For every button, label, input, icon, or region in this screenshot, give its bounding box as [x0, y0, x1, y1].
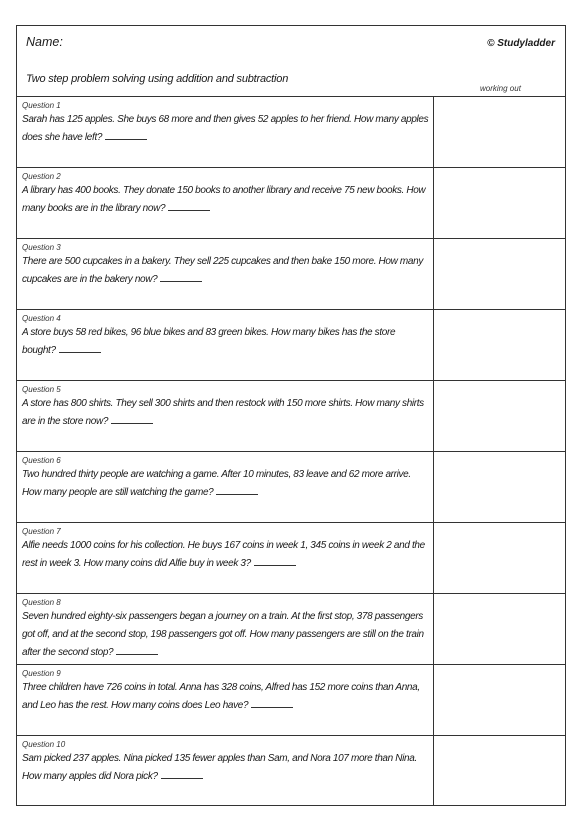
question-cell [17, 736, 434, 806]
working-out-cell[interactable] [434, 97, 565, 167]
question-cell [17, 97, 434, 167]
working-out-cell[interactable] [434, 452, 565, 522]
question-text: Alfie needs 1000 coins for his collection. He buys 167 coins in week 1, 345 coins in week 2 and the rest in week 3. How many coins did Alfie buy in week 3? [22, 540, 425, 569]
question-cell [17, 594, 434, 664]
question-text: Two hundred thirty people are watching a game. After 10 minutes, 83 leave and 62 more arrive. How many people are still watching the game? [22, 469, 411, 498]
answer-blank[interactable] [254, 556, 296, 566]
worksheet-subtitle: Two step problem solving using addition and subtraction [26, 73, 289, 85]
answer-blank[interactable] [105, 130, 147, 140]
answer-blank[interactable] [216, 485, 258, 495]
question-text: A store has 800 shirts. They sell 300 shirts and then restock with 150 more shirts. How many shirts are in the store now? [22, 398, 424, 427]
question-row [17, 594, 565, 665]
working-out-cell[interactable] [434, 736, 565, 806]
question-cell [17, 665, 434, 735]
question-cell [17, 310, 434, 380]
question-label: Question 2 [22, 172, 61, 181]
answer-blank[interactable] [59, 343, 101, 353]
question-row [17, 239, 565, 310]
question-label: Question 3 [22, 243, 61, 252]
question-label: Question 1 [22, 101, 61, 110]
working-out-cell[interactable] [434, 523, 565, 593]
question-text: There are 500 cupcakes in a bakery. They sell 225 cupcakes and then bake 150 more. How many cupcakes are in the bakery now? [22, 256, 423, 285]
question-text: Sam picked 237 apples. Nina picked 135 fewer apples than Sam, and Nora 107 more than Nina. How many apples did Nora pick? [22, 753, 417, 782]
brand-copyright: © Studyladder [487, 38, 555, 49]
answer-blank[interactable] [251, 698, 293, 708]
question-label: Question 8 [22, 598, 61, 607]
question-label: Question 4 [22, 314, 61, 323]
working-out-cell[interactable] [434, 665, 565, 735]
working-out-label: working out [480, 84, 521, 93]
question-row [17, 168, 565, 239]
question-cell [17, 452, 434, 522]
worksheet [16, 25, 566, 806]
question-cell [17, 381, 434, 451]
question-cell [17, 168, 434, 238]
working-out-cell[interactable] [434, 594, 565, 664]
answer-blank[interactable] [168, 201, 210, 211]
question-text: Three children have 726 coins in total. Anna has 328 coins, Alfred has 152 more coins than Anna, and Leo has the rest. How many coins does Leo have? [22, 682, 420, 711]
answer-blank[interactable] [116, 645, 158, 655]
answer-blank[interactable] [111, 414, 153, 424]
question-row [17, 310, 565, 381]
working-out-cell[interactable] [434, 381, 565, 451]
question-row [17, 736, 565, 806]
working-out-cell[interactable] [434, 310, 565, 380]
question-row [17, 523, 565, 594]
question-text: Sarah has 125 apples. She buys 68 more and then gives 52 apples to her friend. How many apples does she have left? [22, 114, 429, 143]
question-label: Question 9 [22, 669, 61, 678]
question-row [17, 97, 565, 168]
question-cell [17, 523, 434, 593]
question-label: Question 10 [22, 740, 66, 749]
question-label: Question 6 [22, 456, 61, 465]
question-row [17, 452, 565, 523]
working-out-cell[interactable] [434, 239, 565, 309]
question-text: A library has 400 books. They donate 150 books to another library and receive 75 new books. How many books are in the library now? [22, 185, 426, 214]
question-text: A store buys 58 red bikes, 96 blue bikes and 83 green bikes. How many bikes has the store bought? [22, 327, 396, 356]
name-label: Name: [26, 35, 63, 49]
question-text: Seven hundred eighty-six passengers began a journey on a train. At the first stop, 378 passengers got off, and at the second stop, 198 passengers got off. How many passengers are still on the train after the second stop? [22, 611, 424, 658]
working-out-cell[interactable] [434, 168, 565, 238]
question-cell [17, 239, 434, 309]
question-row [17, 665, 565, 736]
question-label: Question 7 [22, 527, 61, 536]
question-row [17, 381, 565, 452]
answer-blank[interactable] [160, 272, 202, 282]
answer-blank[interactable] [161, 769, 203, 779]
worksheet-header [17, 26, 565, 97]
question-list [17, 97, 565, 806]
question-label: Question 5 [22, 385, 61, 394]
